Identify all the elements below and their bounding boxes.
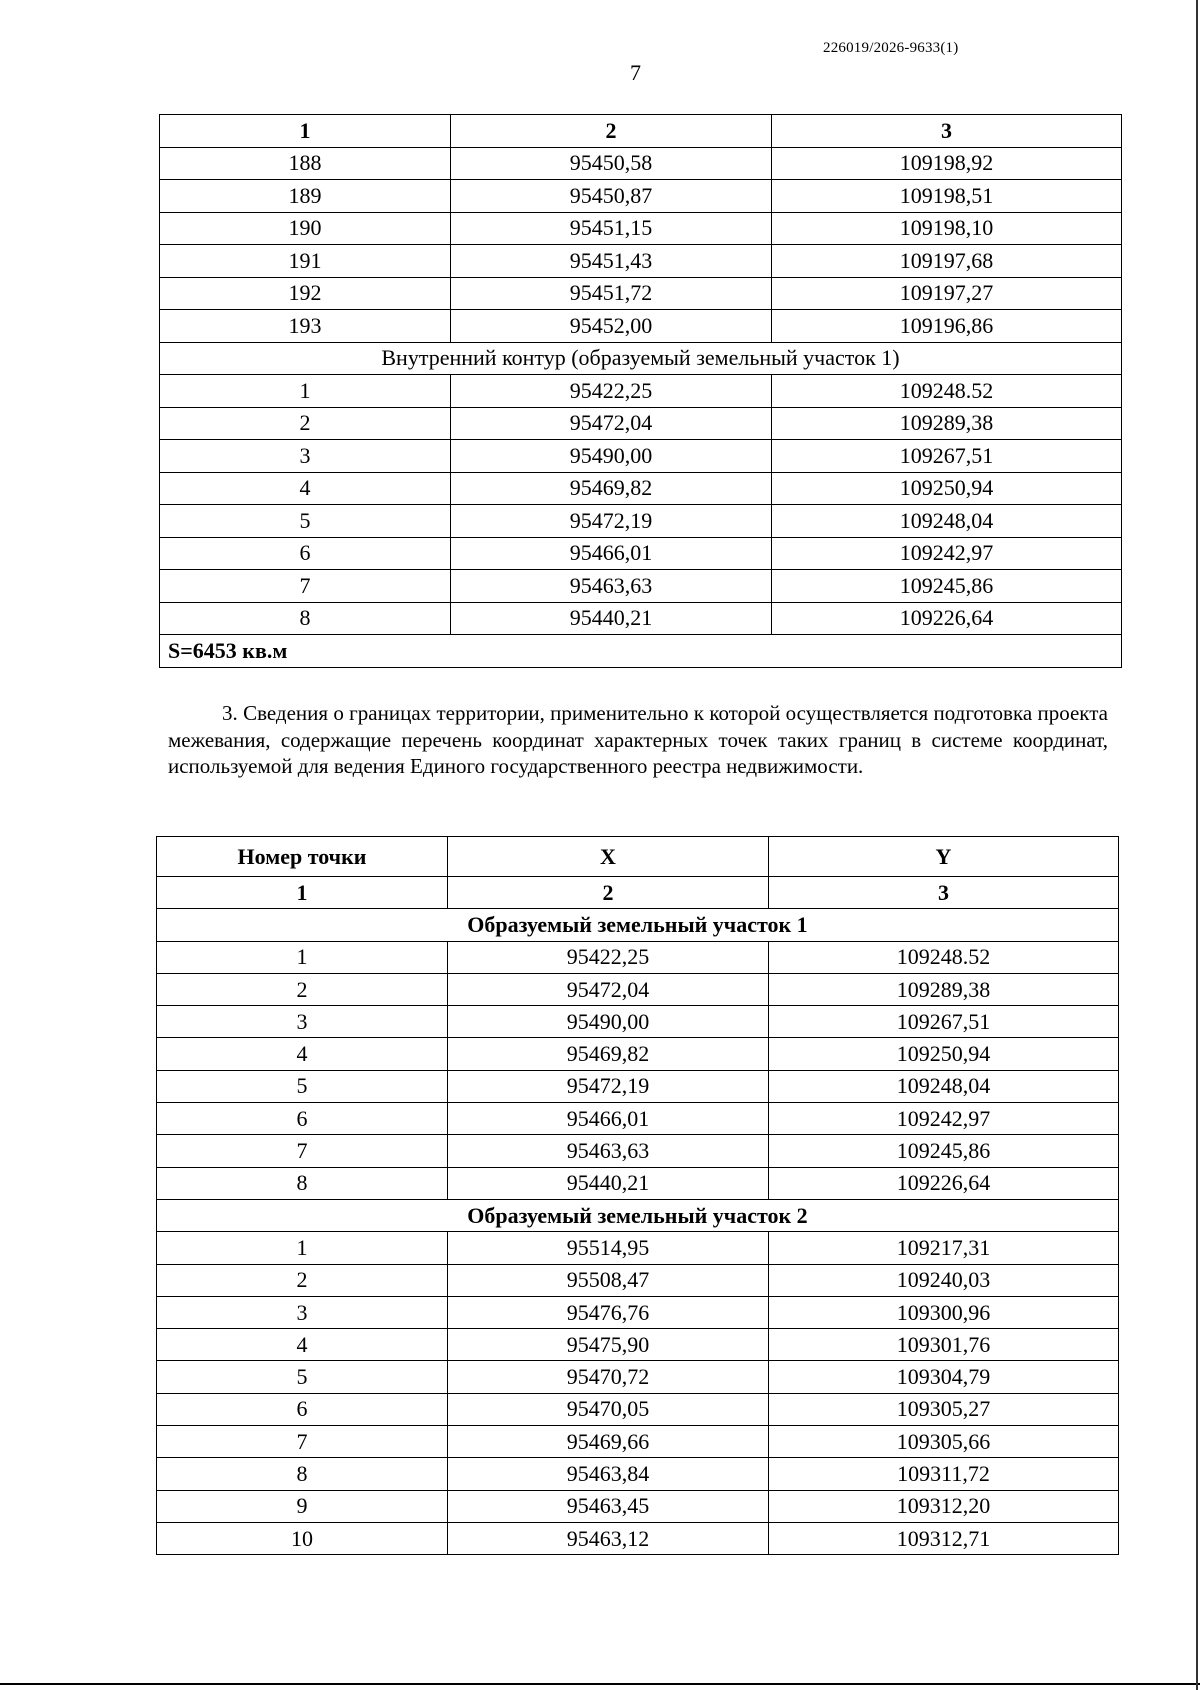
y-cell: 109305,27 xyxy=(769,1393,1119,1425)
column-number-row xyxy=(157,877,1119,909)
x-cell: 95451,72 xyxy=(451,277,772,310)
table-row xyxy=(157,1167,1119,1199)
table-row xyxy=(160,310,1122,343)
y-cell: 109248,04 xyxy=(769,1070,1119,1102)
x-cell: 95469,66 xyxy=(448,1426,769,1458)
table-row xyxy=(160,602,1122,635)
bottom-rule xyxy=(0,1683,1200,1685)
y-cell: 109248.52 xyxy=(772,375,1122,408)
point-number-cell: 10 xyxy=(157,1522,448,1554)
x-cell: 95472,19 xyxy=(448,1070,769,1102)
x-cell: 95451,43 xyxy=(451,245,772,278)
x-cell: 95450,87 xyxy=(451,180,772,213)
y-cell: 109301,76 xyxy=(769,1329,1119,1361)
y-cell: 109198,10 xyxy=(772,212,1122,245)
table-row xyxy=(157,1135,1119,1167)
x-cell: 95472,04 xyxy=(451,407,772,440)
header-y: Y xyxy=(769,837,1119,877)
column-number-row xyxy=(160,115,1122,148)
table-row xyxy=(157,1264,1119,1296)
x-cell: 95463,84 xyxy=(448,1458,769,1490)
page-number: 7 xyxy=(630,60,641,85)
y-cell: 109217,31 xyxy=(769,1232,1119,1264)
point-number-cell: 6 xyxy=(157,1103,448,1135)
point-number-cell: 7 xyxy=(157,1135,448,1167)
table-row xyxy=(157,1458,1119,1490)
point-number-cell: 193 xyxy=(160,310,451,343)
y-cell: 109267,51 xyxy=(772,440,1122,473)
point-number-cell: 2 xyxy=(157,973,448,1005)
y-cell: 109226,64 xyxy=(772,602,1122,635)
table-row xyxy=(157,1522,1119,1554)
section-title: Внутренний контур (образуемый земельный участок 1) xyxy=(160,342,1122,375)
y-cell: 109198,92 xyxy=(772,147,1122,180)
y-cell: 109250,94 xyxy=(772,472,1122,505)
y-cell: 109242,97 xyxy=(769,1103,1119,1135)
point-number-cell: 2 xyxy=(157,1264,448,1296)
y-cell: 109305,66 xyxy=(769,1426,1119,1458)
x-cell: 95452,00 xyxy=(451,310,772,343)
section-title-row xyxy=(160,342,1122,375)
table-row xyxy=(157,1070,1119,1102)
x-cell: 95451,15 xyxy=(451,212,772,245)
table-row xyxy=(157,1426,1119,1458)
x-cell: 95490,00 xyxy=(451,440,772,473)
y-cell: 109197,68 xyxy=(772,245,1122,278)
x-cell: 95472,19 xyxy=(451,505,772,538)
table-row xyxy=(160,147,1122,180)
x-cell: 95463,12 xyxy=(448,1522,769,1554)
y-cell: 109312,71 xyxy=(769,1522,1119,1554)
x-cell: 95490,00 xyxy=(448,1006,769,1038)
table-row xyxy=(160,180,1122,213)
area-value: S=6453 кв.м xyxy=(160,635,1122,668)
table-row xyxy=(157,1393,1119,1425)
plot-1-title: Образуемый земельный участок 1 xyxy=(157,909,1119,941)
x-cell: 95469,82 xyxy=(451,472,772,505)
table-row xyxy=(157,1329,1119,1361)
y-cell: 109289,38 xyxy=(769,973,1119,1005)
y-cell: 109250,94 xyxy=(769,1038,1119,1070)
x-cell: 95422,25 xyxy=(448,941,769,973)
point-number-cell: 3 xyxy=(160,440,451,473)
table-row xyxy=(160,537,1122,570)
y-cell: 109267,51 xyxy=(769,1006,1119,1038)
page-edge xyxy=(1196,0,1198,1690)
point-number-cell: 2 xyxy=(160,407,451,440)
x-cell: 95466,01 xyxy=(451,537,772,570)
point-number-cell: 6 xyxy=(157,1393,448,1425)
column-number: 2 xyxy=(451,115,772,148)
y-cell: 109300,96 xyxy=(769,1296,1119,1328)
y-cell: 109197,27 xyxy=(772,277,1122,310)
point-number-cell: 7 xyxy=(160,570,451,603)
point-number-cell: 1 xyxy=(160,375,451,408)
point-number-cell: 5 xyxy=(157,1361,448,1393)
column-number: 1 xyxy=(160,115,451,148)
y-cell: 109245,86 xyxy=(769,1135,1119,1167)
x-cell: 95514,95 xyxy=(448,1232,769,1264)
x-cell: 95463,63 xyxy=(451,570,772,603)
point-number-cell: 5 xyxy=(160,505,451,538)
x-cell: 95440,21 xyxy=(451,602,772,635)
section-3-paragraph xyxy=(168,700,1108,780)
point-number-cell: 9 xyxy=(157,1490,448,1522)
area-value-row xyxy=(160,635,1122,668)
point-number-cell: 190 xyxy=(160,212,451,245)
point-number-cell: 4 xyxy=(160,472,451,505)
table-row xyxy=(157,1038,1119,1070)
table-row xyxy=(157,1490,1119,1522)
x-cell: 95508,47 xyxy=(448,1264,769,1296)
x-cell: 95470,72 xyxy=(448,1361,769,1393)
y-cell: 109289,38 xyxy=(772,407,1122,440)
y-cell: 109312,20 xyxy=(769,1490,1119,1522)
y-cell: 109311,72 xyxy=(769,1458,1119,1490)
table-row xyxy=(160,440,1122,473)
coordinates-table-continued xyxy=(159,114,1122,668)
point-number-cell: 4 xyxy=(157,1329,448,1361)
column-number: 3 xyxy=(772,115,1122,148)
plot-1-title-row xyxy=(157,909,1119,941)
x-cell: 95463,63 xyxy=(448,1135,769,1167)
point-number-cell: 191 xyxy=(160,245,451,278)
x-cell: 95472,04 xyxy=(448,973,769,1005)
x-cell: 95463,45 xyxy=(448,1490,769,1522)
table-row xyxy=(160,212,1122,245)
point-number-cell: 189 xyxy=(160,180,451,213)
point-number-cell: 6 xyxy=(160,537,451,570)
plot-2-title: Образуемый земельный участок 2 xyxy=(157,1199,1119,1231)
table-row xyxy=(157,973,1119,1005)
point-number-cell: 7 xyxy=(157,1426,448,1458)
y-cell: 109245,86 xyxy=(772,570,1122,603)
section-3-text: 3. Сведения о границах территории, применительно к которой осуществляется подготовка проекта межевания, содержащие перечень координат характерных точек таких границ в системе координат, используемой для ведения Единого государственного реестра недвижимости. xyxy=(168,701,1108,778)
point-number-cell: 3 xyxy=(157,1296,448,1328)
table-row xyxy=(160,245,1122,278)
point-number-cell: 8 xyxy=(160,602,451,635)
table-row xyxy=(157,1296,1119,1328)
table-row xyxy=(157,941,1119,973)
point-number-cell: 8 xyxy=(157,1167,448,1199)
territory-boundary-table xyxy=(156,836,1119,1555)
x-cell: 95475,90 xyxy=(448,1329,769,1361)
x-cell: 95422,25 xyxy=(451,375,772,408)
table-row xyxy=(160,505,1122,538)
x-cell: 95450,58 xyxy=(451,147,772,180)
point-number-cell: 8 xyxy=(157,1458,448,1490)
y-cell: 109304,79 xyxy=(769,1361,1119,1393)
header-point-number: Номер точки xyxy=(157,837,448,877)
point-number-cell: 3 xyxy=(157,1006,448,1038)
y-cell: 109196,86 xyxy=(772,310,1122,343)
table-row xyxy=(160,375,1122,408)
header-row xyxy=(157,837,1119,877)
x-cell: 95470,05 xyxy=(448,1393,769,1425)
column-number: 1 xyxy=(157,877,448,909)
table-row xyxy=(160,407,1122,440)
point-number-cell: 1 xyxy=(157,1232,448,1264)
y-cell: 109198,51 xyxy=(772,180,1122,213)
x-cell: 95476,76 xyxy=(448,1296,769,1328)
document-number: 226019/2026-9633(1) xyxy=(823,40,959,56)
point-number-cell: 5 xyxy=(157,1070,448,1102)
table-row xyxy=(160,570,1122,603)
y-cell: 109248,04 xyxy=(772,505,1122,538)
column-number: 3 xyxy=(769,877,1119,909)
column-number: 2 xyxy=(448,877,769,909)
y-cell: 109240,03 xyxy=(769,1264,1119,1296)
y-cell: 109248.52 xyxy=(769,941,1119,973)
y-cell: 109242,97 xyxy=(772,537,1122,570)
table-row xyxy=(160,472,1122,505)
x-cell: 95440,21 xyxy=(448,1167,769,1199)
table-row xyxy=(157,1103,1119,1135)
x-cell: 95466,01 xyxy=(448,1103,769,1135)
table-row xyxy=(160,277,1122,310)
table-row xyxy=(157,1232,1119,1264)
point-number-cell: 192 xyxy=(160,277,451,310)
header-x: X xyxy=(448,837,769,877)
plot-2-title-row xyxy=(157,1199,1119,1231)
point-number-cell: 188 xyxy=(160,147,451,180)
x-cell: 95469,82 xyxy=(448,1038,769,1070)
point-number-cell: 4 xyxy=(157,1038,448,1070)
y-cell: 109226,64 xyxy=(769,1167,1119,1199)
point-number-cell: 1 xyxy=(157,941,448,973)
table-row xyxy=(157,1006,1119,1038)
table-row xyxy=(157,1361,1119,1393)
